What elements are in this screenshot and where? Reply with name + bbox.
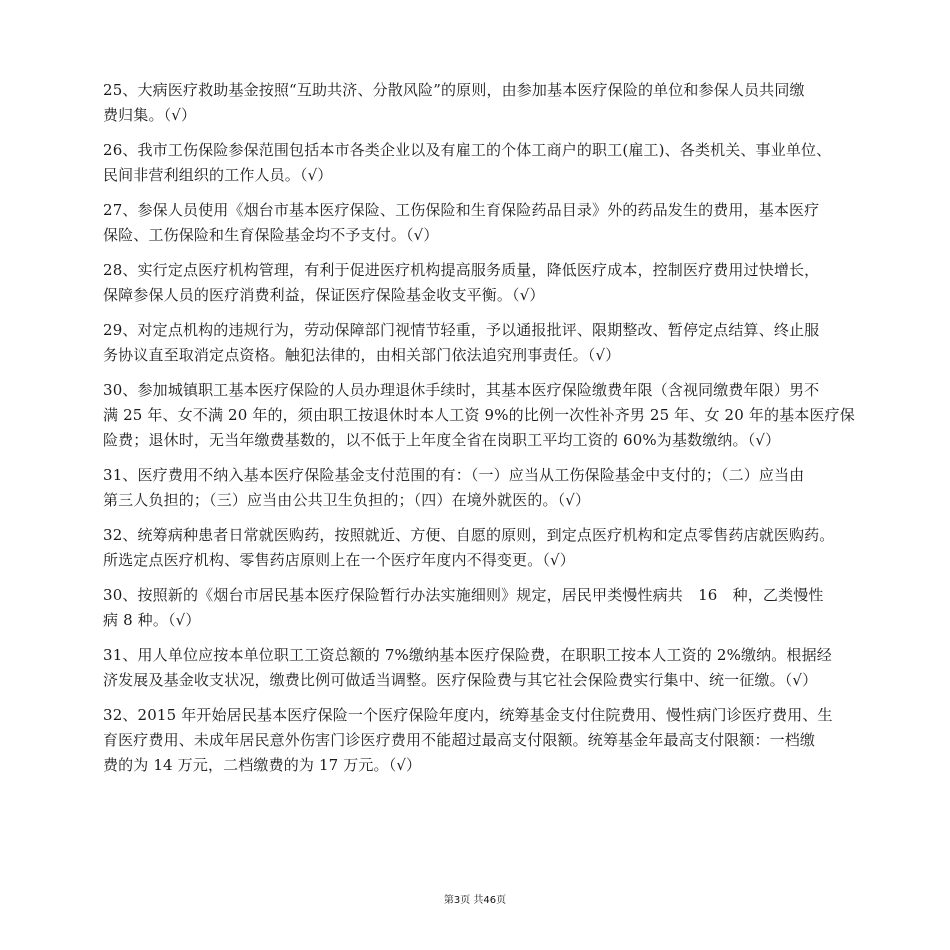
question-item-31 xyxy=(103,463,855,513)
text-line: 25、大病医疗救助基金按照“互助共济、分散风险”的原则，由参加基本医疗保险的单位和参保人员共同缴 xyxy=(103,81,805,99)
text-line: 所选定点医疗机构、零售药店原则上在一个医疗年度内不得变更。（√） xyxy=(103,551,575,569)
text-line: 务协议直至取消定点资格。触犯法律的，由相关部门依法追究刑事责任。（√） xyxy=(103,346,621,364)
text-line: 30、参加城镇职工基本医疗保险的人员办理退休手续时，其基本医疗保险缴费年限（含视同缴费年限）男不 xyxy=(103,381,820,399)
question-item-31b xyxy=(103,643,855,693)
question-item-30 xyxy=(103,378,855,453)
text-line: 28、实行定点医疗机构管理，有利于促进医疗机构提高服务质量，降低医疗成本，控制医疗费用过快增长， xyxy=(103,261,820,279)
question-item-25 xyxy=(103,78,855,128)
question-item-27 xyxy=(103,198,855,248)
question-item-26 xyxy=(103,138,855,188)
question-item-30b xyxy=(103,583,855,633)
text-line: 27、参保人员使用《烟台市基本医疗保险、工伤保险和生育保险药品目录》外的药品发生的费用，基本医疗 xyxy=(103,201,820,219)
text-line: 险费；退休时，无当年缴费基数的，以不低于上年度全省在岗职工平均工资的 60%为基数缴纳。（√） xyxy=(103,431,781,449)
question-item-32 xyxy=(103,523,855,573)
question-item-28 xyxy=(103,258,855,308)
text-line: 第三人负担的；（三）应当由公共卫生负担的；（四）在境外就医的。（√） xyxy=(103,491,591,509)
page-number-footer: 第3页 共46页 xyxy=(443,895,507,906)
text-line: 29、对定点机构的违规行为，劳动保障部门视情节轻重，予以通报批评、限期整改、暂停定点结算、终止服 xyxy=(103,321,820,339)
text-line: 济发展及基金收支状况，缴费比例可做适当调整。医疗保险费与其它社会保险费实行集中、统一征缴。（√） xyxy=(103,671,818,689)
text-line: 26、我市工伤保险参保范围包括本市各类企业以及有雇工的个体工商户的职工(雇工)、各类机关、事业单位、 xyxy=(103,141,832,159)
text-line: 保险、工伤保险和生育保险基金均不予支付。（√） xyxy=(103,226,439,244)
text-line: 费归集。（√） xyxy=(103,106,197,124)
text-line: 31、用人单位应按本单位职工工资总额的 7%缴纳基本医疗保险费，在职职工按本人工资的 2%缴纳。根据经 xyxy=(103,646,832,664)
text-line: 费的为 14 万元，二档缴费的为 17 万元。（√） xyxy=(103,756,422,774)
text-line: 病 8 种。（√） xyxy=(103,611,201,629)
text-line: 32、统筹病种患者日常就医购药，按照就近、方便、自愿的原则，到定点医疗机构和定点零售药店就医购药。 xyxy=(103,526,835,544)
text-line: 32、2015 年开始居民基本医疗保险一个医疗保险年度内，统筹基金支付住院费用、慢性病门诊医疗费用、生 xyxy=(103,706,833,724)
text-line: 30、按照新的《烟台市居民基本医疗保险暂行办法实施细则》规定，居民甲类慢性病共 16 种，乙类慢性 xyxy=(103,586,824,604)
text-line: 育医疗费用、未成年居民意外伤害门诊医疗费用不能超过最高支付限额。统筹基金年最高支付限额：一档缴 xyxy=(103,731,816,749)
question-item-29 xyxy=(103,318,855,368)
text-line: 满 25 年、女不满 20 年的，须由职工按退休时本人工资 9%的比例一次性补齐男 25 年、女 20 年的基本医疗保 xyxy=(103,406,855,424)
question-item-32b xyxy=(103,703,855,778)
text-line: 31、医疗费用不纳入基本医疗保险基金支付范围的有：（一）应当从工伤保险基金中支付的；（二）应当由 xyxy=(103,466,805,484)
text-line: 民间非营利组织的工作人员。（√） xyxy=(103,166,333,184)
text-line: 保障参保人员的医疗消费利益，保证医疗保险基金收支平衡。（√） xyxy=(103,286,545,304)
document-body xyxy=(103,78,855,788)
